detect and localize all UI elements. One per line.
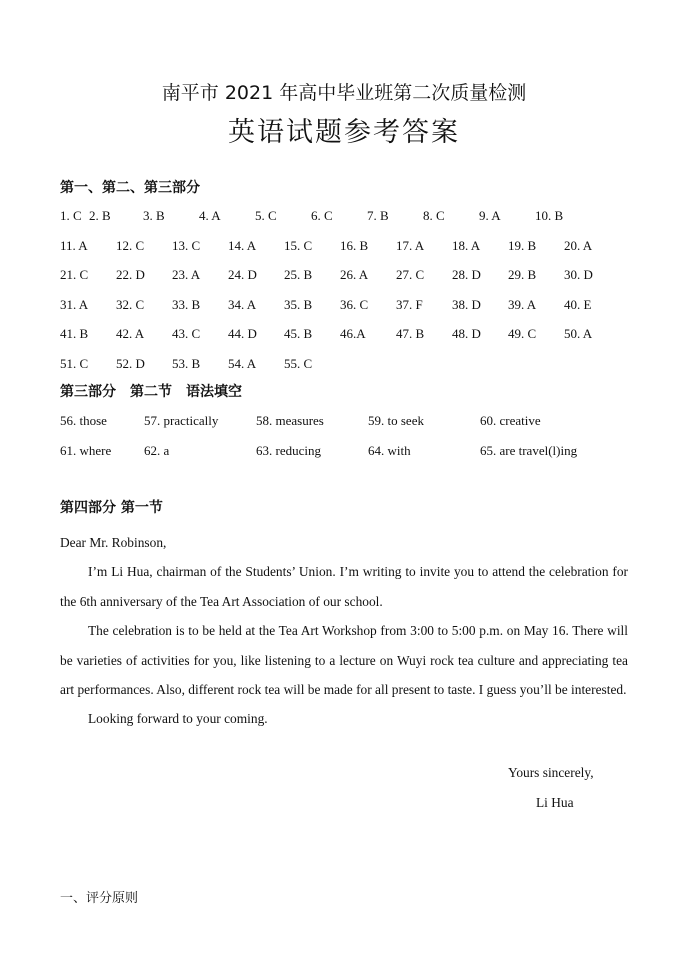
answer-item: 50. A — [564, 326, 593, 341]
answer-item: 23. A — [172, 267, 201, 282]
answer-item: 21. C — [60, 267, 89, 282]
answer-item: 29. B — [508, 267, 537, 282]
answer-item: 25. B — [284, 267, 313, 282]
answer-key-title: 英语试题参考答案 — [228, 117, 460, 148]
answer-item: 35. B — [284, 296, 313, 312]
answer-item: 8. C — [423, 208, 445, 223]
answer-item: 44. D — [228, 326, 257, 341]
answer-item: 46.A — [340, 326, 366, 341]
answer-item: 5. C — [255, 208, 277, 223]
answer-item: 10. B — [535, 208, 564, 223]
answer-item: 57. practically — [144, 413, 219, 428]
answer-item: 27. C — [396, 267, 425, 282]
answer-row — [60, 440, 620, 470]
answer-item: 12. C — [116, 237, 145, 253]
answer-row — [60, 264, 620, 294]
answer-item: 9. A — [479, 208, 501, 223]
scoring-principles-heading: 一、评分原则 — [60, 891, 139, 906]
answer-item: 45. B — [284, 326, 313, 341]
answer-item: 55. C — [284, 355, 313, 371]
answer-row — [60, 205, 620, 235]
letter-paragraph: The celebration is to be held at the Tea Art Workshop from 3:00 to 5:00 p.m. on May 16. There will be varieties of activities for you, like listening to a lecture on Wuyi rock tea culture and appreciating tea art performances. Also, different rock tea will be made for all present to taste. I guess you’ll be interested. — [60, 623, 628, 698]
answer-item: 41. B — [60, 326, 89, 341]
answer-item: 51. C — [60, 355, 89, 371]
answer-item: 20. A — [564, 237, 593, 253]
answer-item: 48. D — [452, 326, 481, 341]
answer-item: 6. C — [311, 208, 333, 223]
answer-item: 14. A — [228, 237, 257, 253]
answer-item: 63. reducing — [256, 443, 321, 458]
answer-item: 1. C — [60, 208, 82, 223]
answer-item: 11. A — [60, 237, 88, 253]
letter-paragraph: I’m Li Hua, chairman of the Students’ Union. I’m writing to invite you to attend the celebration for the 6th anniversary of the Tea Art Association of our school. — [60, 564, 628, 609]
answer-item: 33. B — [172, 296, 201, 312]
answer-item: 53. B — [172, 355, 201, 371]
answer-item: 61. where — [60, 443, 112, 458]
answer-item: 38. D — [452, 296, 481, 312]
answer-item: 43. C — [172, 326, 201, 341]
answer-item: 7. B — [367, 208, 389, 223]
letter-salutation: Dear Mr. Robinson, — [60, 535, 167, 550]
answer-item: 30. D — [564, 267, 593, 282]
answer-row — [60, 410, 620, 440]
answer-item: 2. B — [89, 208, 111, 223]
answer-item: 40. E — [564, 296, 592, 312]
answer-item: 15. C — [284, 237, 313, 253]
answer-item: 26. A — [340, 267, 369, 282]
answer-item: 62. a — [144, 443, 170, 458]
grammar-answer-grid — [60, 410, 620, 470]
answer-item: 4. A — [199, 208, 221, 223]
part3-heading: 第四部分 第一节 — [60, 500, 163, 516]
answer-item: 60. creative — [480, 413, 541, 428]
answer-row — [60, 323, 620, 353]
part1-answer-grid — [60, 205, 620, 382]
sample-letter — [60, 528, 628, 734]
answer-item: 36. C — [340, 296, 369, 312]
answer-item: 13. C — [172, 237, 201, 253]
answer-item: 49. C — [508, 326, 537, 341]
answer-item: 64. with — [368, 443, 411, 458]
part1-heading: 第一、第二、第三部分 — [60, 180, 200, 196]
answer-row — [60, 235, 620, 265]
answer-item: 39. A — [508, 296, 537, 312]
exam-title: 南平市 2021 年高中毕业班第二次质量检测 — [161, 82, 527, 104]
part2-heading: 第三部分 第二节 语法填空 — [60, 384, 242, 400]
answer-item: 52. D — [116, 355, 145, 371]
answer-item: 16. B — [340, 237, 369, 253]
answer-item: 22. D — [116, 267, 145, 282]
answer-item: 56. those — [60, 413, 107, 428]
letter-signature: Li Hua — [536, 795, 574, 810]
answer-item: 17. A — [396, 237, 425, 253]
answer-row — [60, 353, 620, 383]
answer-row — [60, 294, 620, 324]
answer-item: 59. to seek — [368, 413, 424, 428]
answer-item: 47. B — [396, 326, 425, 341]
letter-closing: Yours sincerely, — [508, 765, 594, 780]
answer-item: 37. F — [396, 296, 423, 312]
letter-paragraph: Looking forward to your coming. — [88, 711, 268, 727]
answer-item: 19. B — [508, 237, 537, 253]
answer-item: 3. B — [143, 208, 165, 223]
answer-item: 42. A — [116, 326, 145, 341]
answer-item: 58. measures — [256, 413, 324, 428]
answer-item: 65. are travel(l)ing — [480, 443, 578, 458]
answer-item: 31. A — [60, 296, 89, 312]
answer-item: 54. A — [228, 355, 257, 371]
answer-item: 24. D — [228, 267, 257, 282]
answer-item: 18. A — [452, 237, 481, 253]
answer-item: 28. D — [452, 267, 481, 282]
answer-item: 34. A — [228, 296, 257, 312]
answer-item: 32. C — [116, 296, 145, 312]
